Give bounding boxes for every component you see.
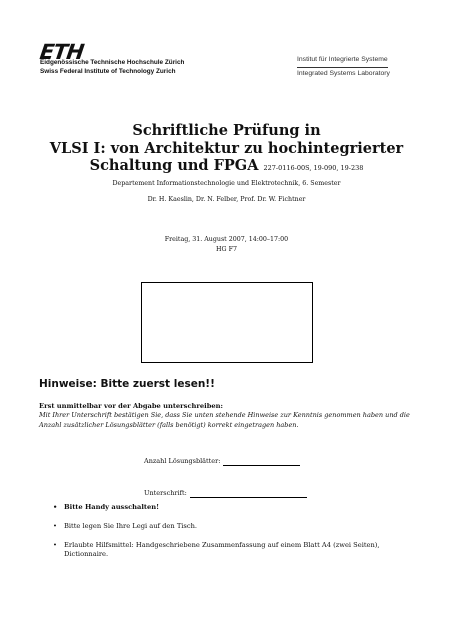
eth-logo: ETH: [38, 40, 85, 64]
institute-block: [297, 54, 390, 80]
bullet-text: Bitte Handy ausschalten!: [64, 503, 160, 511]
sheets-count-label: Anzahl Lösungsblätter:: [144, 457, 221, 465]
department: Departement Informationstechnologie und Elektrotechnik, 6. Semester: [112, 180, 341, 187]
course-code: 227-0116-00S, 19-090, 19-238: [263, 164, 364, 172]
bullet-icon: •: [53, 503, 58, 511]
institute-name: Institut für Integrierte Systeme: [297, 54, 388, 68]
bullet-text: Bitte legen Sie Ihre Legi auf den Tisch.: [64, 522, 198, 530]
exam-title-line3: Schaltung und FPGA: [89, 157, 259, 174]
exam-title-line3-wrap: [0, 157, 453, 178]
exam-room: HG F7: [216, 245, 237, 253]
sheets-count-blank: [223, 457, 300, 466]
bullet-icon: •: [53, 541, 57, 549]
signature-blank: [190, 489, 307, 498]
eth-subtitle: [40, 58, 184, 76]
eth-subtitle-line2: Swiss Federal Institute of Technology Zurich: [40, 68, 176, 75]
authors: Dr. H. Kaeslin, Dr. N. Felber, Prof. Dr. W. Fichtner: [147, 196, 306, 203]
list-item: [53, 522, 422, 531]
list-item: [53, 503, 422, 512]
list-item: [53, 541, 422, 559]
signature-label: Unterschrift:: [144, 489, 187, 497]
sign-text: Mit Ihrer Unterschrift bestätigen Sie, dass Sie unten stehende Hinweise zur Kenntnis genommen haben und die Anzahl zusätzlicher Lösungsblätter (falls benötigt) korrekt eingetragen haben.: [39, 411, 410, 429]
exam-title-line2: VLSI I: von Architektur zu hochintegrierter: [49, 139, 404, 157]
exam-date-block: [0, 235, 453, 254]
bullet-icon: •: [53, 522, 57, 530]
bullet-text: Erlaubte Hilfsmittel: Handgeschriebene Zusammenfassung auf einem Blatt A4 (zwei Seiten), Dictionnaire.: [64, 541, 380, 558]
sign-heading: Erst unmittelbar vor der Abgabe unterschreiben:: [39, 402, 223, 410]
instructions-heading: Hinweise: Bitte zuerst lesen!!: [39, 378, 215, 390]
exam-date: Freitag, 31. August 2007, 14:00–17:00: [164, 236, 289, 243]
exam-title: [0, 122, 453, 178]
signature-field: [144, 489, 307, 498]
exam-title-line1: Schriftliche Prüfung in: [132, 122, 321, 139]
eth-subtitle-line1: Eidgenössische Technische Hochschule Zürich: [40, 59, 185, 66]
name-box: [141, 282, 313, 363]
laboratory-name: Integrated Systems Laboratory: [297, 70, 390, 77]
sheets-count-field: [144, 457, 300, 466]
